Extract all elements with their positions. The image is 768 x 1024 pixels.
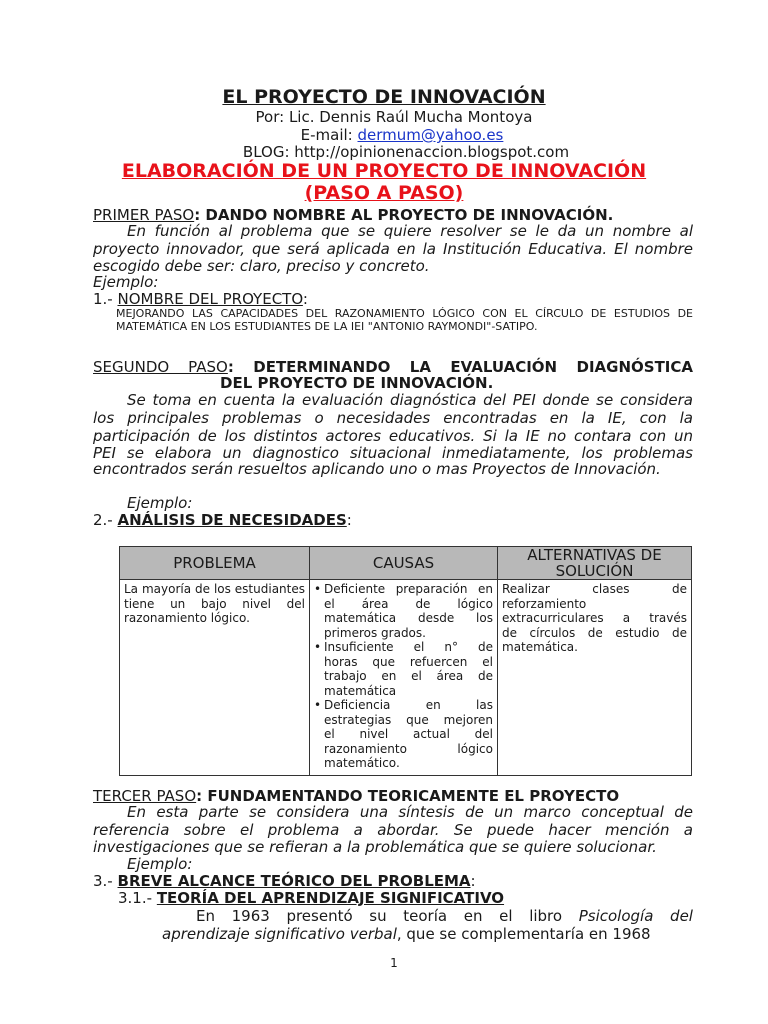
step1-title: : DANDO NOMBRE AL PROYECTO DE INNOVACIÓN.	[194, 206, 614, 224]
step2-label: SEGUNDO PASO	[93, 358, 228, 376]
step2-title-a: : DETERMINANDO LA EVALUACIÓN DIAGNÓSTICA	[227, 358, 693, 376]
theory-line-1-c: el	[499, 907, 513, 925]
theory-book-title-b: aprendizaje significativo verbal	[162, 925, 397, 943]
headline-elaboracion: ELABORACIÓN DE UN PROYECTO DE INNOVACIÓN	[121, 160, 647, 182]
project-name-line-2: MATEMÁTICA EN LOS ESTUDIANTES DE LA IEI "ANTONIO RAYMONDI"-SATIPO.	[116, 320, 538, 333]
step1-item	[93, 290, 308, 308]
table-row	[120, 580, 692, 776]
cause-3-line-2: estrategias que mejoren	[324, 712, 493, 727]
step1-line-1: En función al problema que se quiere resolver se le da un nombre al	[127, 222, 693, 240]
header-causas: CAUSAS	[310, 547, 498, 580]
problem-cell	[120, 580, 310, 776]
theory-line-1-d: libro	[529, 907, 563, 925]
theory-line-1-b: en	[463, 907, 483, 925]
step2-line-4: PEI se elabora un diagnostico situacional inmediatamente, los problemas	[93, 444, 693, 462]
step3-item	[93, 872, 476, 890]
cause-1-line-3: matemática desde los	[324, 611, 493, 625]
step2-item-number: 2.-	[93, 511, 113, 529]
step3-title: : FUNDAMENTANDO TEORICAMENTE EL PROYECTO	[196, 787, 620, 805]
cause-item-1	[314, 582, 493, 640]
step3-line-1: En esta parte se considera una síntesis de un marco conceptual de	[127, 803, 693, 821]
page-number: 1	[390, 956, 398, 970]
author-line: Por: Lic. Dennis Raúl Mucha Montoya	[255, 108, 533, 126]
step2-title-b: DEL PROYECTO DE INNOVACIÓN.	[220, 374, 494, 392]
cause-2-line-4: matemática	[324, 683, 397, 698]
table-header-row	[120, 547, 692, 580]
solution-cell	[498, 580, 692, 776]
header-problema: PROBLEMA	[120, 547, 310, 580]
cause-1-line-1: • Deficiente preparación en	[324, 582, 493, 596]
cause-2-line-2: horas que refuercen el	[324, 654, 493, 669]
cause-3-line-1: • Deficiencia en las	[324, 698, 493, 712]
step2-item-colon: :	[346, 511, 352, 529]
cause-item-2	[314, 640, 493, 698]
causes-cell	[310, 580, 498, 776]
cause-2-line-3: trabajo en el área de	[324, 669, 493, 683]
solution-line-2: reforzamiento	[502, 596, 587, 611]
cause-1-line-2: el área de lógico	[324, 596, 493, 611]
cause-item-3	[314, 698, 493, 771]
problem-line-3: razonamiento lógico.	[124, 611, 250, 625]
solution-line-1: Realizar clases de	[502, 582, 687, 596]
theory-line-1	[196, 907, 693, 925]
step1-example: Ejemplo:	[93, 273, 159, 291]
step3-item-title: BREVE ALCANCE TEÓRICO DEL PROBLEMA	[117, 872, 471, 890]
cause-3-line-5: matemático.	[324, 756, 400, 770]
headline-paso-a-paso: (PASO A PASO)	[304, 182, 464, 204]
step1-item-colon: :	[302, 290, 308, 308]
email-label: E-mail:	[300, 126, 353, 144]
cause-2-line-1: • Insuficiente el n° de	[324, 640, 493, 654]
step2-line-5: encontrados serán resueltos aplicando uno o mas Proyectos de Innovación.	[93, 460, 661, 478]
theory-book-title-a: Psicología del	[578, 907, 693, 925]
step2-line-3: participación de los distintos actores educativos. Si la IE no contara con un	[93, 427, 693, 445]
step1-line-2: proyecto innovador, que será aplicada en la Institución Educativa. El nombre	[93, 240, 693, 258]
step2-line-2: los principales problemas o necesidades encontradas en la IE, con la	[93, 409, 693, 427]
document-title: EL PROYECTO DE INNOVACIÓN	[222, 86, 546, 108]
step3-subitem-title: TEORÍA DEL APRENDIZAJE SIGNIFICATIVO	[156, 889, 505, 907]
step3-line-3: investigaciones que se refieran a la problemática que se quiere solucionar.	[93, 838, 657, 856]
solution-line-4: de círculos de estudio de	[502, 625, 687, 640]
cause-3-line-4: razonamiento lógico	[324, 741, 493, 756]
step1-item-number: 1.-	[93, 290, 113, 308]
cause-1-line-4: primeros grados.	[324, 625, 426, 640]
cause-3-line-3: el nivel actual del	[324, 727, 493, 741]
step3-subitem-number: 3.1.-	[118, 889, 153, 907]
step3-example: Ejemplo:	[127, 855, 193, 873]
step1-line-3: escogido debe ser: claro, preciso y concreto.	[93, 257, 430, 275]
step2-example: Ejemplo:	[127, 494, 193, 512]
theory-line-2	[162, 925, 651, 943]
step2-item	[93, 511, 352, 529]
step3-label: TERCER PASO	[93, 787, 197, 805]
step2-item-title: ANÁLISIS DE NECESIDADES	[117, 511, 347, 529]
step1-label: PRIMER PASO	[93, 206, 195, 224]
needs-table	[119, 546, 692, 776]
step2-line-1: Se toma en cuenta la evaluación diagnóstica del PEI donde se considera	[127, 391, 693, 409]
step3-item-number: 3.-	[93, 872, 113, 890]
step1-item-title: NOMBRE DEL PROYECTO	[117, 290, 303, 308]
project-name-line-1: MEJORANDO LAS CAPACIDADES DEL RAZONAMIENTO LÓGICO CON EL CÍRCULO DE ESTUDIOS DE	[116, 307, 693, 320]
problem-line-2: tiene un bajo nivel del	[124, 596, 305, 611]
solution-line-3: extracurriculares a través	[502, 611, 687, 625]
email-link[interactable]: dermum@yahoo.es	[357, 126, 504, 144]
solution-line-5: matemática.	[502, 640, 578, 654]
step3-subitem	[118, 889, 504, 907]
blog-line: BLOG: http://opinionenaccion.blogspot.com	[242, 143, 570, 161]
theory-line-1-a: En 1963 presentó su teoría	[196, 907, 448, 925]
header-alternativas: ALTERNATIVAS DE SOLUCIÓN	[498, 547, 692, 580]
problem-line-1: La mayoría de los estudiantes	[124, 582, 305, 596]
step3-line-2: referencia sobre el problema a abordar. Se puede hacer mención a	[93, 821, 693, 839]
email-line	[18, 126, 768, 144]
theory-line-2-rest: , que se complementaría en 1968	[396, 925, 651, 943]
step3-item-colon: :	[470, 872, 476, 890]
